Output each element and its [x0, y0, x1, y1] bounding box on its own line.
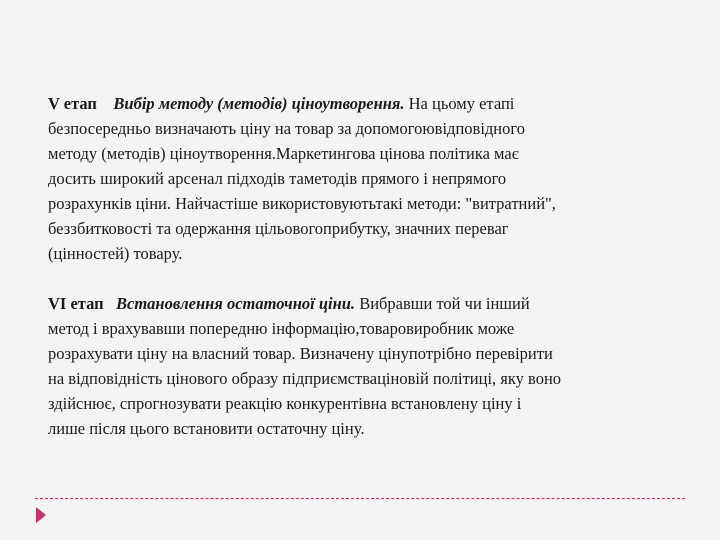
stage-5-line: розрахунків ціни. Найчастіше використовуютьтакі методи: "витратний",	[48, 194, 556, 213]
stage-5-line: безпосередньо визначають ціну на товар за допомогоювідповідного	[48, 119, 525, 138]
stage-5-line: беззбитковості та одержання цільовогоприбутку, значних переваг	[48, 219, 509, 238]
stage-5-label: V етап	[48, 94, 97, 113]
stage-5-line-1	[48, 91, 678, 116]
stage-6-label: VI етап	[48, 294, 104, 313]
stage-6-line: лише після цього встановити остаточну ціну.	[48, 419, 365, 438]
slide-body	[48, 91, 678, 441]
footer-divider	[35, 498, 685, 499]
stage-6-line: метод і врахувавши попередню інформацію,товаровиробник може	[48, 319, 515, 338]
stage-6-line: здійснює, спрогнозувати реакцію конкурентівна встановлену ціну і	[48, 394, 522, 413]
stage-5-line: досить широкий арсенал підходів таметодів прямого і непрямого	[48, 169, 507, 188]
stage-6-line: розрахувати ціну на власний товар. Визначену цінупотрібно перевірити	[48, 344, 553, 363]
stage-5-line: методу (методів) ціноутворення.Маркетингова цінова політика має	[48, 144, 519, 163]
stage-6-line-1	[48, 291, 678, 316]
triangle-right-icon	[36, 507, 46, 523]
stage-6-text: Вибравши той чи інший	[359, 294, 530, 313]
stage-5-text: На цьому етапі	[408, 94, 515, 113]
paragraph-gap	[48, 266, 678, 291]
stage-6-title: Встановлення остаточної ціни.	[116, 294, 356, 313]
stage-5-line: (цінностей) товару.	[48, 244, 183, 263]
stage-6-line: на відповідність цінового образу підприємстваціновій політиці, яку воно	[48, 369, 562, 388]
stage-5-title: Вибір методу (методів) ціноутворення.	[113, 94, 405, 113]
